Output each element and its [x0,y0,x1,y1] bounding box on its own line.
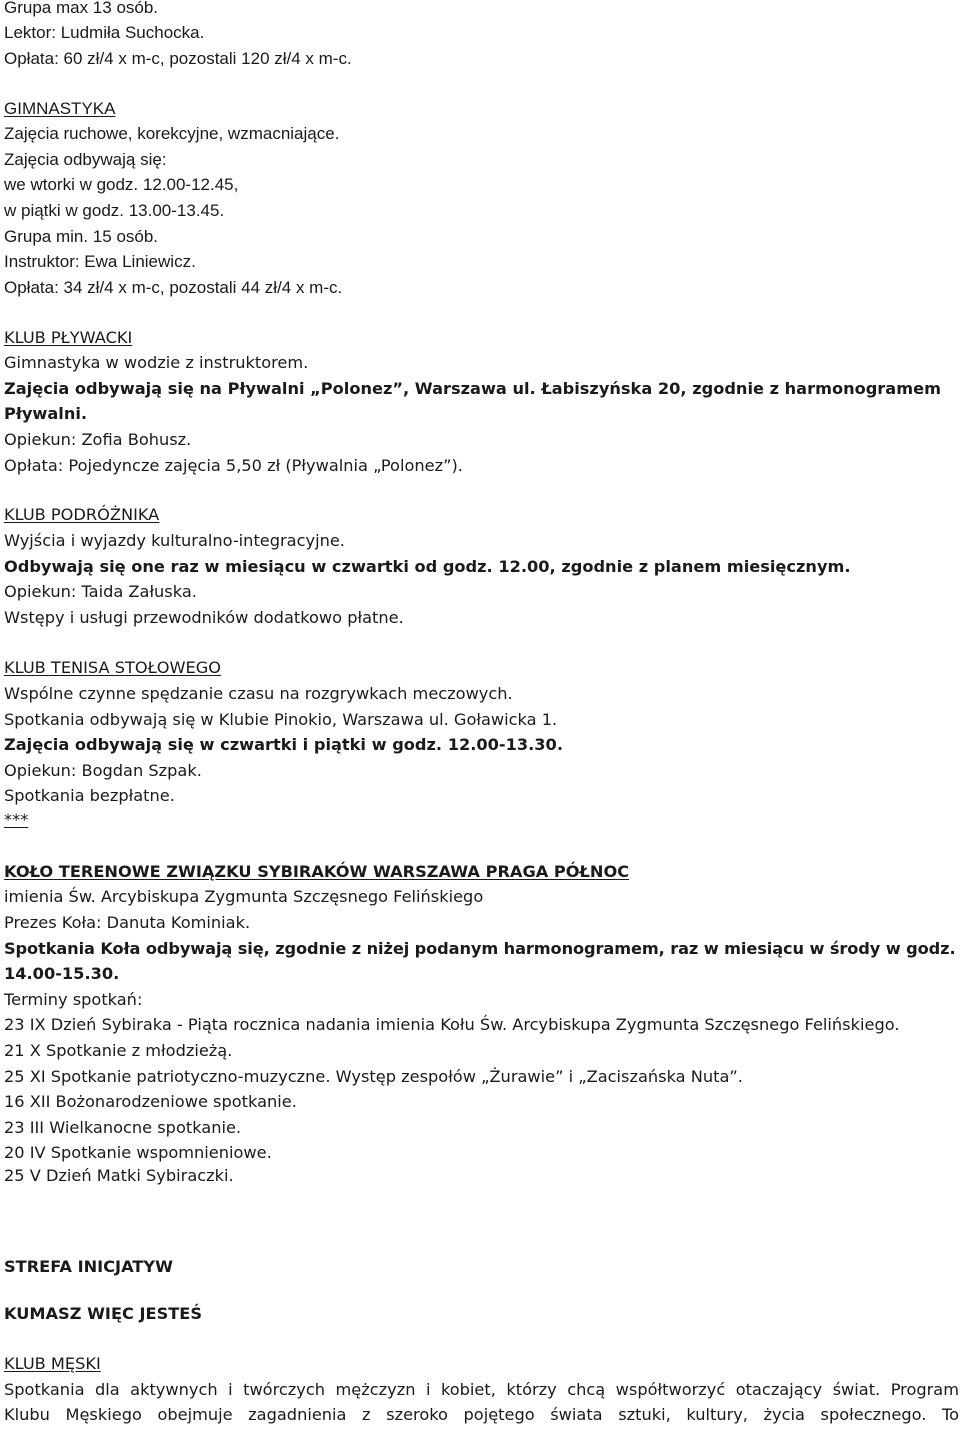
text-line: 23 III Wielkanocne spotkanie. [4,1118,242,1137]
text-line: Opłata: Pojedyncze zajęcia 5,50 zł (Pływalnia „Polonez”). [4,456,463,475]
text-line: 16 XII Bożonarodzeniowe spotkanie. [4,1092,297,1111]
section-heading-gimnastyka: GIMNASTYKA [4,99,116,118]
text-line: Zajęcia odbywają się: [4,150,167,169]
text-line: Opłata: 60 zł/4 x m-c, pozostali 120 zł/4 x m-c. [4,49,352,68]
text-line: Wstępy i usługi przewodników dodatkowo płatne. [4,608,404,627]
text-line: Opiekun: Taida Załuska. [4,582,197,601]
section-heading-kolo-sybirakow: KOŁO TERENOWE ZWIĄZKU SYBIRAKÓW WARSZAWA PRAGA PÓŁNOC [4,862,630,881]
text-line: Gimnastyka w wodzie z instruktorem. [4,353,309,372]
section-separator: *** [4,810,29,829]
text-line: Spotkania odbywają się w Klubie Pinokio, Warszawa ul. Goławicka 1. [4,710,558,729]
text-line: Lektor: Ludmiła Suchocka. [4,23,205,42]
text-line: Grupa max 13 osób. [4,0,159,17]
text-line: Odbywają się one raz w miesiącu w czwartki od godz. 12.00, zgodnie z planem miesięcznym. [4,557,851,576]
section-heading-klub-plywacki: KLUB PŁYWACKI [4,328,133,347]
text-line: Instruktor: Ewa Liniewicz. [4,252,196,271]
text-line: 23 IX Dzień Sybiraka - Piąta rocznica nadania imienia Kołu Św. Arcybiskupa Zygmunta Szczęsnego Felińskiego. [4,1015,900,1034]
text-line: Opiekun: Bogdan Szpak. [4,761,202,780]
text-line: Zajęcia odbywają się na Pływalni „Polonez”, Warszawa ul. Łabiszyńska 20, zgodnie z harmonogramem [4,379,941,398]
text-line: 25 V Dzień Matki Sybiraczki. [4,1166,234,1185]
text-line: Spotkania bezpłatne. [4,786,175,805]
text-line: Pływalni. [4,404,88,423]
text-line: Prezes Koła: Danuta Kominiak. [4,913,251,932]
text-line: Zajęcia odbywają się w czwartki i piątki w godz. 12.00-13.30. [4,735,563,754]
text-line: Spotkania Koła odbywają się, zgodnie z niżej podanym harmonogramem, raz w miesiącu w środy w godz. [4,939,956,958]
text-line: Wspólne czynne spędzanie czasu na rozgrywkach meczowych. [4,684,513,703]
text-line: 20 IV Spotkanie wspomnieniowe. [4,1143,272,1162]
text-line: Klubu Męskiego obejmuje zagadnienia z szeroko pojętego świata sztuki, kultury, życia społecznego. To [4,1405,959,1424]
text-line: 14.00-15.30. [4,964,120,983]
text-line: Opiekun: Zofia Bohusz. [4,430,192,449]
text-line: Spotkania dla aktywnych i twórczych mężczyzn i kobiet, którzy chcą współtworzyć otaczający świat. Program [4,1380,959,1399]
text-line: Grupa min. 15 osób. [4,227,159,246]
text-line: Zajęcia ruchowe, korekcyjne, wzmacniające. [4,124,340,143]
section-heading-kumasz-wiec-jestes: KUMASZ WIĘC JESTEŚ [4,1304,203,1323]
text-line: 21 X Spotkanie z młodzieżą. [4,1041,233,1060]
section-heading-klub-meski: KLUB MĘSKI [4,1354,101,1373]
text-line: w piątki w godz. 13.00-13.45. [4,201,225,220]
text-line: imienia Św. Arcybiskupa Zygmunta Szczęsnego Felińskiego [4,887,484,906]
section-heading-klub-podroznika: KLUB PODRÓŻNIKA [4,505,160,524]
text-line: we wtorki w godz. 12.00-12.45, [4,175,239,194]
text-line: Terminy spotkań: [4,990,143,1009]
text-line: Opłata: 34 zł/4 x m-c, pozostali 44 zł/4 x m-c. [4,278,343,297]
section-heading-strefa-inicjatyw: STREFA INICJATYW [4,1257,173,1276]
text-line: Wyjścia i wyjazdy kulturalno-integracyjne. [4,531,345,550]
text-line: 25 XI Spotkanie patriotyczno-muzyczne. Występ zespołów „Żurawie” i „Zaciszańska Nuta”. [4,1067,743,1086]
section-heading-klub-tenisa: KLUB TENISA STOŁOWEGO [4,658,221,677]
